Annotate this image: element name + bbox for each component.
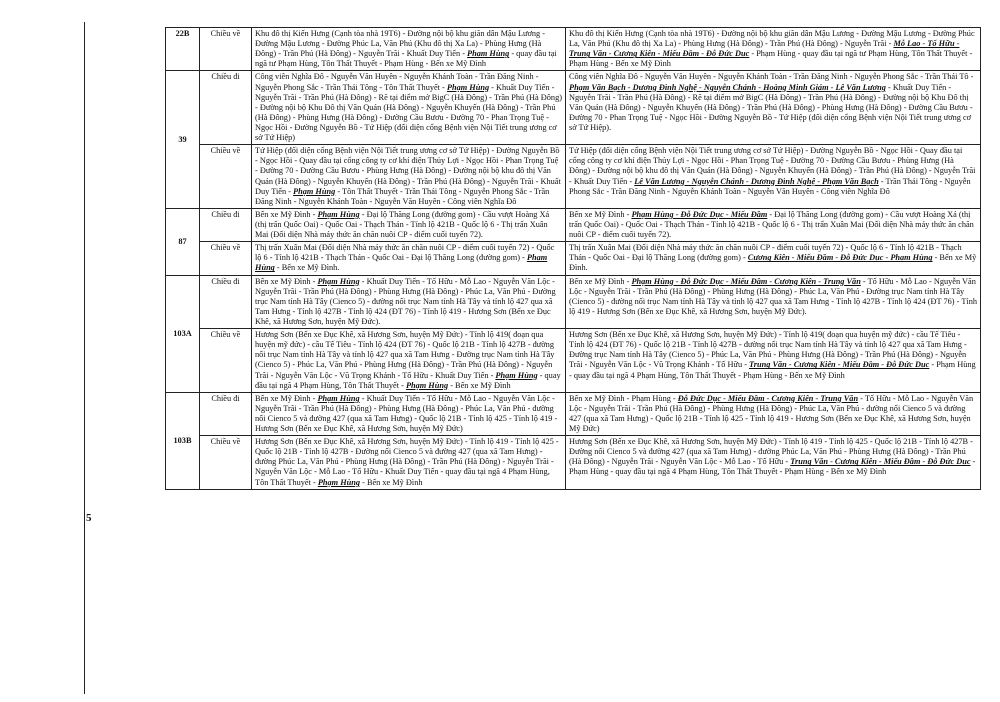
changed-segment: Phạm Hùng - Đỗ Đức Dục - Miếu Đầm - Cương Kiên - Trung Văn: [631, 276, 861, 286]
route-text: - Tố Hữu - Mỗ Lao - Nguyễn Văn Lộc - Nguyễn Trãi - Trần Phú (Hà Đông) - Phùng Hưng (Hà Đông) - Phúc La, Văn Phú - Đường trục Nam tỉnh Hà Tây (Cienco 5) - đường nối trục Nam tỉnh Hà Tây và tỉnh lộ 427 qua xã Tam Hưng - Tỉnh lộ 427B - Tỉnh lộ 424 (ĐT 76) - Tỉnh lộ 419 - Hương Sơn (Bến xe Đục Khê, xã Hương Sơn, huyện Mỹ Đức).: [569, 276, 978, 316]
route-row: [166, 275, 981, 329]
route-text: Bến xe Mỹ Đình -: [255, 393, 318, 403]
route-change-table: [165, 27, 981, 490]
route-text: - Phạm Hùng - quay đầu tại ngã 4 Phạm Hùng, Tôn Thất Thuyết - Phạm Hùng - Bến xe Mỹ Đình: [569, 457, 976, 477]
route-text: Công viên Nghĩa Đô - Nguyễn Văn Huyên - Nguyễn Khánh Toàn - Trần Đăng Ninh - Nguyễn Phong Sắc - Trần Thái Tông - Tôn Thất Thuyết -: [255, 72, 539, 92]
route-text: Thị trấn Xuân Mai (Đối diện Nhà máy thức ăn chăn nuôi CP - điểm cuối tuyến 72) - Quốc lộ 6 - Tỉnh lộ 421B - Thạch Thán - Quốc Oai - Đại lộ Thăng Long (đường gom) -: [569, 243, 962, 263]
changed-segment: Phạm Hùng: [446, 82, 490, 92]
route-row: [166, 392, 981, 435]
direction-label: Chiều đi: [200, 392, 252, 435]
direction-label: Chiều về: [200, 329, 252, 393]
current-route-cell: [252, 329, 566, 393]
current-route-cell: [252, 208, 566, 241]
current-route-cell: [252, 28, 566, 71]
route-text: Bến xe Mỹ Đình - Phạm Hùng -: [569, 393, 678, 403]
adjusted-route-cell: [566, 275, 981, 329]
route-text: - Khuất Duy Tiến - Nguyễn Trãi - Trần Phú (Hà Đông) - Rẽ tại điểm mở BigC (Hà Đông) - Trần Phú (Hà Đông) - Đường nội bộ Khu Đô thị Văn Quán (Hà Đông) - Nguyễn Khuyến (Hà Đông) - Trần Phú (Hà Đông) - Phùng Hưng (Hà Đông) - Đường Cầu Bươu - Đường 70 - Phan Trọng Tuệ - Ngọc Hồi - Đường Nguyễn Bồ - Tứ Hiệp (đối diện cổng Bệnh viện Nội Tiết trung ương cơ sở Tứ Hiệp).: [569, 82, 973, 132]
adjusted-route-cell: [566, 208, 981, 241]
current-route-cell: [252, 71, 566, 145]
changed-segment: Phạm Hùng: [405, 380, 449, 390]
route-text: - Bến xe Mỹ Đình: [360, 477, 423, 487]
changed-segment: Đỗ Đức Dục - Miếu Đầm - Cương Kiên - Trung Văn: [677, 393, 859, 403]
changed-segment: Phạm Hùng: [255, 253, 548, 273]
route-text: Hương Sơn (Bến xe Đục Khê, xã Hương Sơn, huyện Mỹ Đức) - Tỉnh lộ 419( đoạn qua huyện mỹ đức) - cầu Tế Tiêu - Tỉnh lộ 424 (ĐT 76) - Quốc lộ 21B - Tỉnh lộ 427B - đường nối trục Nam tỉnh Hà Tây và tỉnh lộ 427 qua xã Tam Hưng - Đường trục Nam tỉnh Hà Tây (Cienco 5) - Phúc La, Văn Phú - Phùng Hưng (Hà Đông) - Trần Phú (Hà Đông) - Nguyễn Trãi - Nguyễn Văn Lộc - Vũ Trọng Khánh - Tố Hữu -: [569, 330, 967, 370]
changed-segment: Trung Văn - Cương Kiên - Miếu Đầm - Đỗ Đức Dục: [749, 360, 930, 370]
changed-segment: Phạm Hùng: [293, 186, 336, 196]
route-text: Hương Sơn (Bến xe Đục Khê, xã Hương Sơn, huyện Mỹ Đức) - Tỉnh lộ 419( đoạn qua huyện mỹ đức) - cầu Tế Tiêu - Tỉnh lộ 424 (ĐT 76) - Quốc lộ 21B - Tỉnh lộ 427B - đường nối trục Nam tỉnh Hà Tây và tỉnh lộ 427 qua xã Tam Hưng - Đường trục Nam tỉnh Hà Tây (Cienco 5) - Phúc La, Văn Phú - Phùng Hưng (Hà Đông) - Trần Phú (Hà Đông) - Nguyễn Trãi - Nguyễn Văn Lộc - Vũ Trọng Khánh - Tố Hữu - Khuất Duy Tiến -: [255, 330, 555, 380]
route-text: Bến xe Mỹ Đình -: [255, 276, 318, 286]
route-row: [166, 28, 981, 71]
route-text: - Bến xe Mỹ Đình.: [274, 263, 340, 273]
route-text: - Trần Thái Tông - Nguyễn Phong Sắc - Trần Đăng Ninh - Nguyễn Khánh Toàn - Nguyễn Văn Huyên - Công viên Nghĩa Đô: [569, 176, 971, 196]
changed-segment: Phạm Hùng: [317, 276, 360, 286]
adjusted-route-cell: [566, 436, 981, 490]
route-text: - quay đầu tại ngã 4 Phạm Hùng, Tôn Thất Thuyết -: [255, 370, 561, 390]
changed-segment: Phạm Hùng - Đỗ Đức Dục - Miếu Đầm: [631, 209, 768, 219]
direction-label: Chiều về: [200, 28, 252, 71]
route-text: - Phạm Hùng - quay đầu tại ngã tư Phạm Hùng, Tôn Thất Thuyết - Phạm Hùng - Bến xe Mỹ Đình: [569, 49, 973, 69]
adjusted-route-cell: [566, 329, 981, 393]
changed-segment: Phạm Hùng: [317, 393, 360, 403]
route-row: [166, 208, 981, 241]
route-text: - quay đầu tại ngã tư Phạm Hùng, Tôn Thất Thuyết - Phạm Hùng - Bến xe Mỹ Đình: [255, 49, 557, 69]
current-route-cell: [252, 242, 566, 275]
route-table-body: [166, 28, 981, 490]
changed-segment: Trung Văn - Cương Kiên - Miếu Đầm - Đỗ Đức Dục: [790, 457, 971, 467]
route-row: [166, 436, 981, 490]
changed-segment: Cương Kiên - Miếu Đầm - Đỗ Đức Dục - Phạm Hùng: [747, 253, 933, 263]
left-margin-rule: [84, 22, 85, 694]
route-row: [166, 71, 981, 145]
route-number: 103B: [166, 392, 200, 489]
changed-segment: Phạm Hùng: [317, 477, 361, 487]
route-text: Khu đô thị Kiến Hưng (Cạnh tòa nhà 19T6) - Đường nội bộ khu giãn dân Mậu Lương - Đường Mậu Lương - Đường Phúc La, Văn Phú (Khu đô thị Xa La) - Phùng Hưng (Hà Đông) - Trần Phú (Hà Đông) - Nguyễn Trãi -: [569, 29, 975, 49]
route-text: - Tôn Thất Thuyết - Trần Thái Tông - Nguyễn Phong Sắc - Trần Đăng Ninh - Nguyễn Khánh Toàn - Nguyễn Văn Huyên - Công viên Nghĩa Đô: [255, 186, 550, 206]
direction-label: Chiều đi: [200, 71, 252, 145]
direction-label: Chiều về: [200, 145, 252, 209]
route-text: Công viên Nghĩa Đô - Nguyễn Văn Huyên - Nguyễn Khánh Toàn - Trần Đăng Ninh - Nguyễn Phong Sắc - Trần Thái Tô -: [569, 72, 974, 82]
changed-segment: Lê Văn Lương - Nguyễn Chánh - Dương Đình Nghệ - Phạm Văn Bạch: [634, 176, 879, 186]
changed-segment: Phạm Hùng: [467, 49, 510, 59]
route-text: Thị trấn Xuân Mai (Đối diện Nhà máy thức ăn chăn nuôi CP - điểm cuối tuyến 72) - Quốc lộ 6 - Tỉnh lộ 421B - Thạch Thán - Quốc Oai - Đại lộ Thăng Long (đường gom) -: [255, 243, 555, 263]
route-row: [166, 145, 981, 209]
route-text: Bến xe Mỹ Đình -: [569, 209, 632, 219]
direction-label: Chiều đi: [200, 208, 252, 241]
route-number: 39: [166, 71, 200, 208]
route-text: - Phạm Hùng - quay đầu tại ngã 4 Phạm Hùng, Tôn Thất Thuyết - Phạm Hùng - Bến xe Mỹ Đình: [569, 360, 976, 380]
adjusted-route-cell: [566, 392, 981, 435]
route-number: 22B: [166, 28, 200, 71]
route-text: - Khuất Duy Tiến - Tố Hữu - Mỗ Lao - Nguyễn Văn Lộc - Nguyễn Trãi - Trần Phú (Hà Đông) - Phùng Hưng (Hà Đông) - Phúc La, Văn Phú - Đường trục Nam tỉnh Hà Tây (Cienco 5) - đường nối trục Nam tỉnh Hà Tây và tỉnh lộ 427 qua xã Tam Hưng - Tỉnh lộ 427B - Tỉnh lộ 424 (ĐT 76) - Tỉnh lộ 419 - Hương Sơn (Bến xe Đục Khê, xã Hương Sơn, huyện Mỹ Đức).: [255, 276, 556, 326]
adjusted-route-cell: [566, 71, 981, 145]
direction-label: Chiều về: [200, 436, 252, 490]
changed-segment: Mỗ Lao - Tố Hữu - Trung Văn - Cương Kiên - Miếu Đầm - Đỗ Đức Dục: [569, 39, 960, 59]
route-row: [166, 242, 981, 275]
route-text: - Tố Hữu - Mỗ Lao - Nguyễn Văn Lộc - Nguyễn Trãi - Trần Phú (Hà Đông) - Phùng Hưng (Hà Đông) - Phúc La, Văn Phú - đường nối Cienco 5 và đường 427 (qua xã Tam Hưng) - Quốc lộ 21B - Tỉnh lộ 425 - Tỉnh lộ 419 - Hương Sơn (Bến xe Đục Khê, xã Hương Sơn, huyện Mỹ Đức): [569, 393, 974, 434]
route-number: 87: [166, 208, 200, 275]
route-text: Hương Sơn (Bến xe Đục Khê, xã Hương Sơn, huyện Mỹ Đức) - Tỉnh lộ 419 - Tỉnh lộ 425 - Quốc lộ 21B - Tỉnh lộ 427B - Đường nối Cienco 5 và đường 427 (qua xã Tam Hưng) - đường Phúc La, Văn Phú - Phùng Hưng (Hà Đông) - Trần Phú (Hà Đông) - Nguyễn Trãi - Nguyễn Văn Lộc - Mỗ Lao - Tố Hữu - Khuất Duy Tiến - quay đầu tại ngã 4 Phạm Hùng, Tôn Thất Thuyết -: [255, 437, 559, 487]
current-route-cell: [252, 275, 566, 329]
route-text: - Khuất Duy Tiến - Nguyễn Trãi - Trần Phú (Hà Đông) - Rẽ tại điểm mở BigC (Hà Đông) - Trần Phú (Hà Đông) - Đường nội bộ Khu Đô thị Văn Quán (Hà Đông) - Nguyễn Khuyến (Hà Đông) - Trần Phú (Hà Đông) - Phùng Hưng (Hà Đông) - Đường Cầu Bươu - Đường 70 - Phan Trọng Tuệ - Ngọc Hồi - Đường Nguyễn Bồ - Tứ Hiệp (đối diện cổng Bệnh viện Nội Tiết trung ương cơ sở Tứ Hiệp): [255, 82, 562, 143]
route-text: - Đại lộ Thăng Long (đường gom) - Cầu vượt Hoàng Xá (thị trấn Quốc Oai) - Quốc Oai - Thạch Thán - Tỉnh lộ 421B - Quốc lộ 6 - Thị trấn Xuân Mai (Đối diện Nhà máy thức ăn chăn nuôi CP - điểm cuối tuyến 72).: [569, 209, 974, 240]
route-text: - Đại lộ Thăng Long (đường gom) - Cầu vượt Hoàng Xá (thị trấn Quốc Oai) - Quốc Oai - Thạch Thán - Tỉnh lộ 421B - Quốc lộ 6 - Thị trấn Xuân Mai (Đối diện Nhà máy thức ăn chăn nuôi CP - điểm cuối tuyến 72).: [255, 209, 550, 240]
adjusted-route-cell: [566, 242, 981, 275]
page-number: 5: [86, 512, 92, 524]
direction-label: Chiều đi: [200, 275, 252, 329]
changed-segment: Phạm Hùng: [495, 370, 538, 380]
changed-segment: Phạm Hùng: [317, 209, 360, 219]
adjusted-route-cell: [566, 28, 981, 71]
route-text: Khu đô thị Kiến Hưng (Cạnh tòa nhà 19T6) - Đường nội bộ khu giãn dân Mậu Lương - Đường Mậu Lương - Đường Phúc La, Văn Phú (Khu đô thị Xa La) - Phùng Hưng (Hà Đông) - Trần Phú (Hà Đông) - Nguyễn Trãi - Khuất Duy Tiến -: [255, 29, 546, 59]
route-text: - Bến xe Mỹ Đình: [448, 380, 511, 390]
route-text: Tứ Hiệp (đối diện cổng Bệnh viện Nội Tiết trung ương cơ sở Tứ Hiệp) - Đường Nguyễn Bồ - Ngọc Hồi - Quay đầu tại cổng công ty cơ khí điện Thủy Lợi - Ngọc Hồi - Phan Trọng Tuệ - Đường 70 - Đường Cầu Bươu - Phùng Hưng (Hà Đông) - Đường nội bộ khu đô thị Văn Quán (Hà Đông) - Nguyễn Khuyến (Hà Đông) - Trần Phú (Hà Đông) - Nguyễn Trãi - Khuất Duy Tiến -: [569, 146, 976, 186]
route-text: Bến xe Mỹ Đình -: [569, 276, 632, 286]
adjusted-route-cell: [566, 145, 981, 209]
route-number: 103A: [166, 275, 200, 392]
current-route-cell: [252, 392, 566, 435]
current-route-cell: [252, 145, 566, 209]
route-text: Hương Sơn (Bến xe Đục Khê, xã Hương Sơn, huyện Mỹ Đức) - Tỉnh lộ 419 - Tỉnh lộ 425 - Quốc lộ 21B - Tỉnh lộ 427B - Đường nối Cienco 5 và đường 427 (qua xã Tam Hưng) - đường Phúc La, Văn Phú - Phùng Hưng (Hà Đông) - Trần Phú (Hà Đông) - Nguyễn Trãi - Nguyễn Văn Lộc - Mỗ Lao - Tố Hữu -: [569, 437, 973, 467]
route-text: - Bến xe Mỹ Đình.: [569, 253, 977, 273]
route-row: [166, 329, 981, 393]
route-text: Bến xe Mỹ Đình -: [255, 209, 318, 219]
changed-segment: Phạm Văn Bạch - Dương Đình Nghệ - Nguyễn Chánh - Hoàng Minh Giám - Lê Văn Lương: [569, 82, 886, 92]
route-text: - Khuất Duy Tiến - Tố Hữu - Mỗ Lao - Nguyễn Văn Lộc - Nguyễn Trãi - Trần Phú (Hà Đông) - Phùng Hưng (Hà Đông) - Phúc La, Văn Phú - đường nối Cienco 5 và đường 427 (qua xã Tam Hưng) - Quốc lộ 21B - Tỉnh lộ 425 - Tỉnh lộ 419 - Hương Sơn (Bến xe Đục Khê, xã Hương Sơn, huyện Mỹ Đức): [255, 393, 558, 434]
direction-label: Chiều về: [200, 242, 252, 275]
current-route-cell: [252, 436, 566, 490]
route-text: Tứ Hiệp (đối diện cổng Bệnh viện Nội Tiết trung ương cơ sở Tứ Hiệp) - Đường Nguyễn Bồ - Ngọc Hồi - Quay đầu tại cổng công ty cơ khí điện Thủy Lợi - Ngọc Hồi - Phan Trọng Tuệ - Đường 70 - Đường Cầu Bươu - Phùng Hưng (Hà Đông) - Đường nội bộ khu đô thị Văn Quán (Hà Đông) - Nguyễn Khuyến (Hà Đông) - Trần Phú (Hà Đông) - Nguyễn Trãi - Khuất Duy Tiến -: [255, 146, 561, 196]
